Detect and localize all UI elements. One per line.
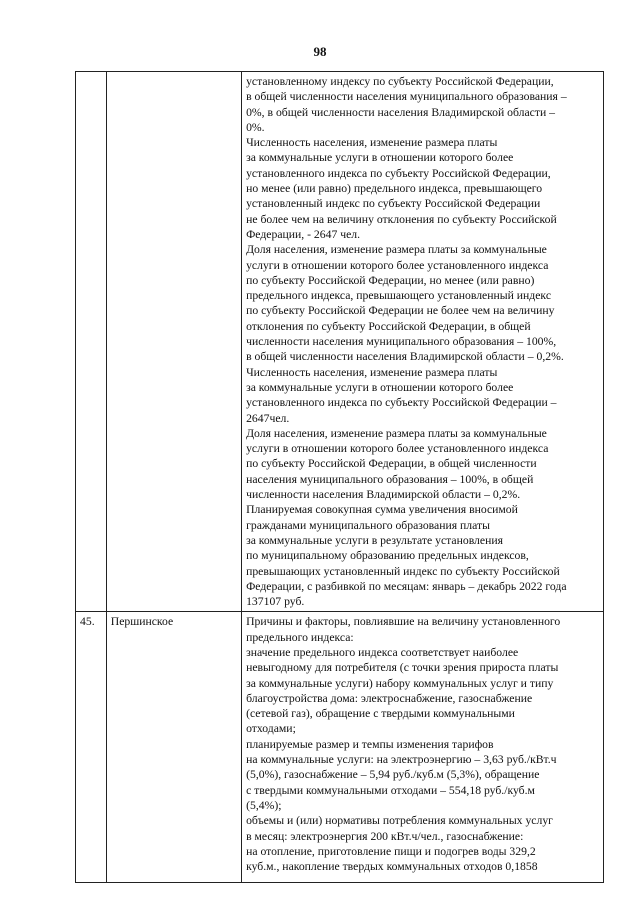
text-line: по субъекту Российской Федерации, в общей численности — [246, 457, 537, 471]
municipality-name-cell — [106, 72, 241, 612]
row-number-cell — [76, 72, 107, 612]
text-line: отклонения по субъекту Российской Федерации, в общей — [246, 319, 531, 333]
text-line: услуги в отношении которого более установленного индекса — [246, 442, 549, 456]
text-line: по субъекту Российской Федерации не более чем на величину — [246, 304, 555, 318]
text-line: куб.м., накопление твердых коммунальных отходов 0,1858 — [246, 860, 538, 874]
description-cell — [242, 612, 604, 883]
table-row — [76, 72, 604, 612]
text-line: установленному индексу по субъекту Российской Федерации, — [246, 75, 554, 88]
text-line: отходами; — [246, 722, 296, 736]
text-line: но менее (или равно) предельного индекса, превышающего — [246, 182, 543, 196]
municipality-name-cell: Першинское — [106, 612, 241, 883]
description-cell — [242, 72, 604, 612]
text-line: в общей численности населения муниципального образования – — [246, 90, 567, 104]
text-line: 2647чел. — [246, 411, 290, 425]
text-line: услуги в отношении которого более установленного индекса — [246, 258, 549, 272]
text-line: за коммунальные услуги в результате установления — [246, 533, 503, 547]
text-line: Численность населения, изменение размера платы — [246, 365, 498, 379]
text-line: 137107 руб. — [246, 595, 305, 609]
text-line: (сетевой газ), обращение с твердыми коммунальными — [246, 707, 515, 721]
text-line: с твердыми коммунальными отходами – 554,18 руб./куб.м — [246, 783, 535, 797]
text-line: Планируемая совокупная сумма увеличения вносимой — [246, 503, 518, 517]
text-line: на отопление, приготовление пищи и подогрев воды 329,2 — [246, 844, 536, 858]
text-line: предельного индекса, превышающего установленный индекс — [246, 289, 552, 303]
text-line: (5,4%); — [246, 798, 282, 812]
text-line: планируемые размер и темпы изменения тарифов — [246, 737, 494, 751]
text-line: Федерации, - 2647 чел. — [246, 227, 361, 241]
text-line: установленный индекс по субъекту Российской Федерации — [246, 197, 541, 211]
text-line: в общей численности населения Владимирской области – 0,2%. — [246, 350, 564, 364]
text-line: не более чем на величину отклонения по субъекту Российской — [246, 212, 557, 226]
text-line: значение предельного индекса соответствует наиболее — [246, 645, 519, 659]
text-line: Доля населения, изменение размера платы за коммунальные — [246, 426, 547, 440]
text-line: по муниципальному образованию предельных индексов, — [246, 549, 529, 563]
text-line: за коммунальные услуги в отношении которого более — [246, 380, 514, 394]
text-line: (5,0%), газоснабжение – 5,94 руб./куб.м (5,3%), обращение — [246, 768, 540, 782]
text-line: Доля населения, изменение размера платы за коммунальные — [246, 243, 547, 257]
text-line: 0%, в общей численности населения Владимирской области – — [246, 105, 555, 119]
text-line: Федерации, с разбивкой по месяцам: январь – декабрь 2022 года — [246, 579, 567, 593]
document-table — [75, 71, 604, 883]
text-line: Причины и факторы, повлиявшие на величину установленного — [246, 615, 561, 629]
text-line: благоустройства дома: электроснабжение, газоснабжение — [246, 691, 533, 705]
text-line: гражданами муниципального образования платы — [246, 518, 490, 532]
text-line: по субъекту Российской Федерации, но менее (или равно) — [246, 273, 535, 287]
text-line: за коммунальные услуги в отношении которого более — [246, 151, 514, 165]
row-number-cell: 45. — [76, 612, 107, 883]
table-row — [76, 612, 604, 883]
text-line: Численность населения, изменение размера платы — [246, 136, 498, 150]
text-line: превышающих установленный индекс по субъекту Российской — [246, 564, 560, 578]
text-line: объемы и (или) нормативы потребления коммунальных услуг — [246, 814, 553, 828]
text-line: в месяц: электроэнергия 200 кВт.ч/чел., газоснабжение: — [246, 829, 524, 843]
text-line: на коммунальные услуги: на электроэнергию – 3,63 руб./кВт.ч — [246, 753, 557, 767]
text-line: 0%. — [246, 120, 265, 134]
text-line: установленного индекса по субъекту Российской Федерации, — [246, 166, 551, 180]
text-line: предельного индекса: — [246, 630, 354, 644]
text-line: численности населения Владимирской области – 0,2%. — [246, 488, 521, 502]
page-number: 98 — [313, 44, 327, 59]
text-line: за коммунальные услуги) набору коммунальных услуг и типу — [246, 676, 554, 690]
text-line: установленного индекса по субъекту Российской Федерации – — [246, 396, 557, 410]
text-line: невыгодному для потребителя (с точки зрения прироста платы — [246, 661, 559, 675]
text-line: населения муниципального образования – 100%, в общей — [246, 472, 534, 486]
text-line: численности населения муниципального образования – 100%, — [246, 335, 557, 349]
